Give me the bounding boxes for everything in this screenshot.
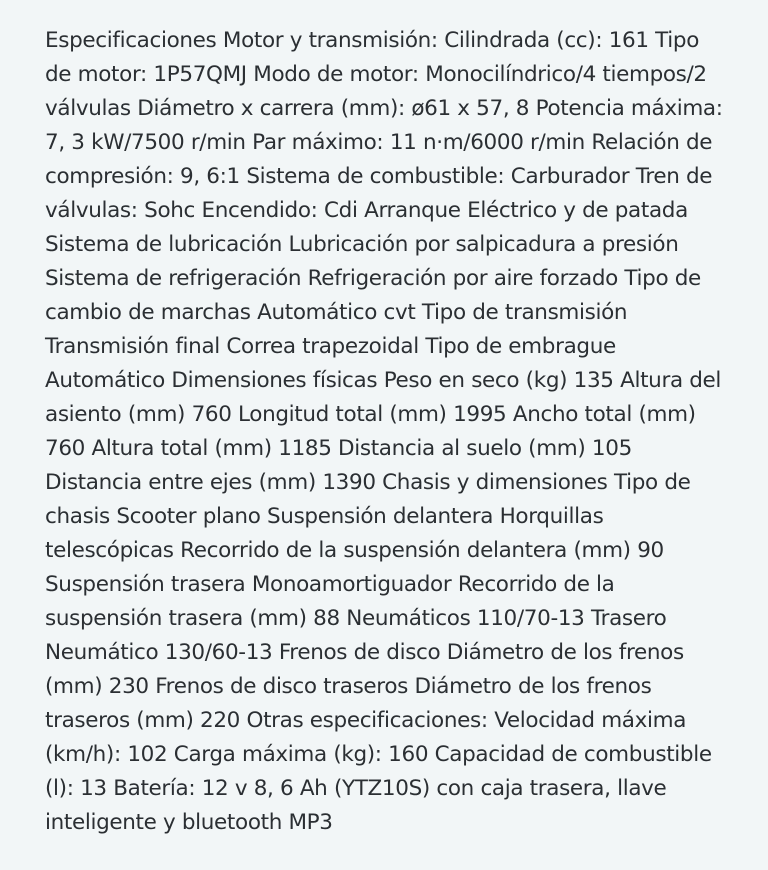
message-text: Especificaciones Motor y transmisión: Cilindrada (cc): 161 Tipo de motor: 1P57QMJ Modo de motor: Monocilíndrico/4 tiempos/2 válvulas Diámetro x carrera (mm): ø61 x 57, 8 Potencia máxima: 7, 3 kW/7500 r/min Par máximo: 11 n·m/6000 r/min Relación de compresión: 9, 6:1 Sistema de combustible: Carburador Tren de válvulas: Sohc Encendido: Cdi Arranque Eléctrico y de patada Sistema de lubricación Lubricación por salpicadura a presión Sistema de refrigeración Refrigeración por aire forzado Tipo de cambio de marchas Automático cvt Tipo de transmisión Transmisión final Correa trapezoidal Tipo de embrague Automático Dimensiones físicas Peso en seco (kg) 135 Altura del asiento (mm) 760 Longitud total (mm) 1995 Ancho total (mm) 760 Altura total (mm) 1185 Distancia al suelo (mm) 105 Distancia entre ejes (mm) 1390 Chasis y dimensiones Tipo de chasis Scooter plano Suspensión delantera Horquillas telescópicas Recorrido de la suspensión delantera (mm) 90 Suspensión trasera Monoamortiguador Recorrido de la suspensión trasera (mm) 88 Neumáticos 110/70-13 Trasero Neumático 130/60-13 Frenos de disco Diámetro de los frenos (mm) 230 Frenos de disco traseros Diámetro de los frenos traseros (mm) 220 Otras especificaciones: Velocidad máxima (km/h): 102 Carga máxima (kg): 160 Capacidad de combustible (l): 13 Batería: 12 v 8, 6 Ah (YTZ10S) con caja trasera, llave inteligente y bluetooth MP3 [45,28,723,835]
